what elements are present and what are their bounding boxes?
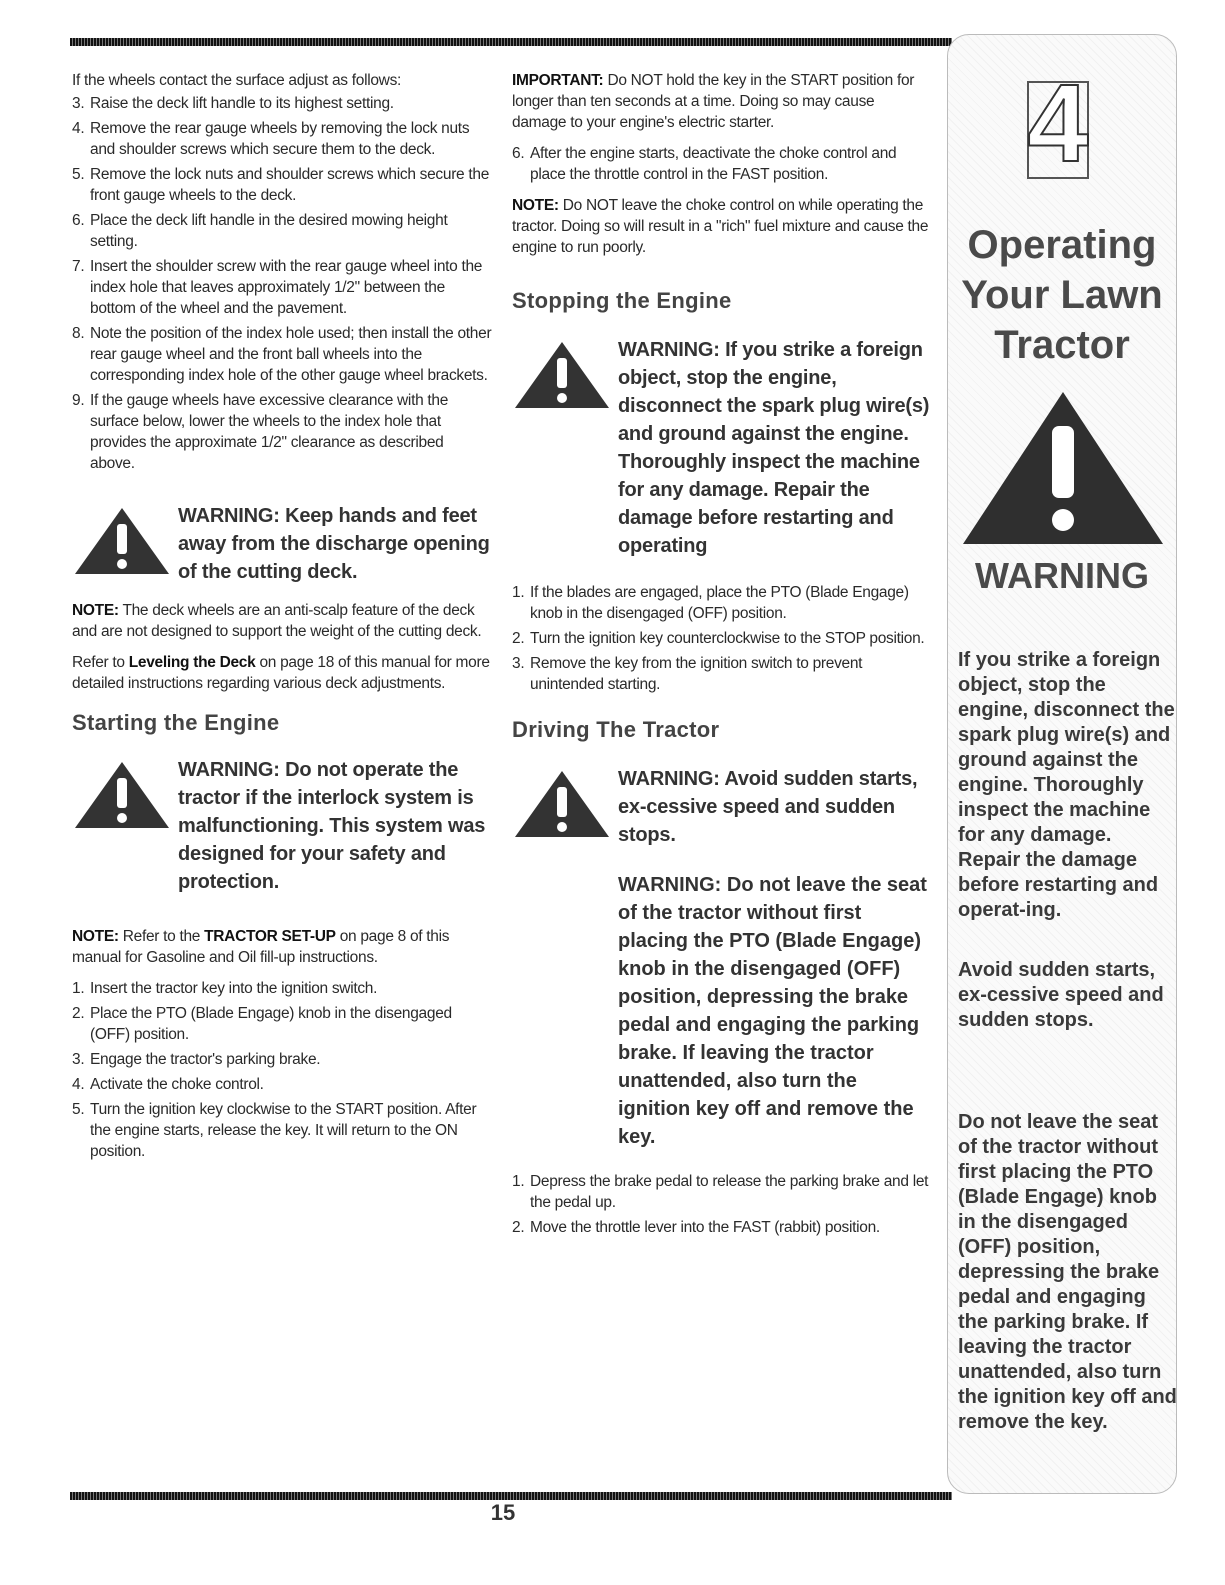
- list-text: Turn the ignition key clockwise to the START position. After the engine starts, release the key. It will return to the ON position.: [90, 1101, 477, 1160]
- list-text: Depress the brake pedal to release the parking brake and let the pedal up.: [530, 1173, 929, 1211]
- note-label: NOTE:: [72, 602, 119, 619]
- warning-text: WARNING: Avoid sudden starts, ex-cessive speed and sudden stops.: [618, 768, 918, 846]
- bottom-rule: [70, 1492, 952, 1500]
- refer-text-a: Refer to: [72, 654, 129, 671]
- warning-triangle-icon: [512, 340, 612, 415]
- chapter-title-line-2: Your Lawn: [961, 273, 1163, 317]
- list-number: 4.: [72, 120, 85, 137]
- sidebar-warning-label: WARNING: [975, 555, 1149, 596]
- chapter-title-line-3: Tractor: [994, 323, 1130, 367]
- note-text-a: Refer to the: [118, 928, 205, 945]
- list-item: [72, 978, 492, 999]
- list-text: Move the throttle lever into the FAST (rabbit) position.: [530, 1219, 880, 1236]
- list-text: Turn the ignition key counterclockwise to the STOP position.: [530, 630, 925, 647]
- list-item: [72, 164, 492, 206]
- list-number: 5.: [72, 166, 85, 183]
- list-text: If the gauge wheels have excessive clearance with the surface below, lower the wheels to the index hole that provides the approximate 1/2" clearance as described above.: [90, 392, 449, 472]
- list-item: [72, 1074, 492, 1095]
- chapter-title-line-1: Operating: [967, 223, 1157, 267]
- sidebar-warning-foreign-object: If you strike a foreign object, stop the engine, disconnect the spark plug wire(s) and ground against the engine. Thoroughly inspect the machine for any damage. Repair the damage before restarting and operat-ing.: [958, 649, 1175, 921]
- list-text: Raise the deck lift handle to its highest setting.: [90, 95, 394, 112]
- driving-steps-list: [512, 1171, 932, 1238]
- warning-interlock: [72, 756, 492, 896]
- list-item: [512, 1171, 932, 1213]
- note-bold: TRACTOR SET-UP: [204, 928, 336, 945]
- list-item: [72, 1003, 492, 1045]
- sidebar-warning-sudden-starts: Avoid sudden starts, ex-cessive speed and sudden stops.: [958, 959, 1164, 1031]
- list-text: Remove the key from the ignition switch to prevent unintended starting.: [530, 655, 863, 693]
- section-title-driving: Driving The Tractor: [512, 717, 720, 742]
- warning-text: WARNING: Do not operate the tractor if the interlock system is malfunctioning. This system was designed for your safety and protection.: [178, 759, 486, 893]
- note-text: Do NOT leave the choke control on while operating the tractor. Doing so will result in a "rich" fuel mixture and cause the engine to run poorly.: [512, 197, 929, 256]
- list-text: Engage the tractor's parking brake.: [90, 1051, 321, 1068]
- list-item: [72, 210, 492, 252]
- list-item: [72, 1099, 492, 1162]
- starting-steps-list: [72, 978, 492, 1162]
- list-item: [72, 390, 492, 474]
- refer-leveling: [72, 652, 492, 694]
- stopping-steps-list: [512, 582, 932, 695]
- warning-sudden-starts: [512, 765, 932, 849]
- list-number: 1.: [512, 584, 525, 601]
- warning-text: WARNING: If you strike a foreign object, stop the engine, disconnect the spark plug wire(s) and ground against the engine. Thoroughly inspect the machine for any damage. Repair the damage before restarting and operating: [618, 339, 930, 557]
- section-title-stopping: Stopping the Engine: [512, 288, 732, 313]
- list-number: 3.: [72, 1051, 85, 1068]
- list-number: 3.: [72, 95, 85, 112]
- list-number: 2.: [512, 630, 525, 647]
- list-text: Place the deck lift handle in the desired mowing height setting.: [90, 212, 448, 250]
- step-6-list: [512, 143, 932, 185]
- warning-foreign-object: [512, 336, 932, 560]
- page-number: 15: [490, 1500, 516, 1525]
- section-title-starting: Starting the Engine: [72, 710, 280, 735]
- list-number: 2.: [72, 1005, 85, 1022]
- note-label: NOTE:: [512, 197, 559, 214]
- list-item: [72, 256, 492, 319]
- list-number: 4.: [72, 1076, 85, 1093]
- list-number: 7.: [72, 258, 85, 275]
- warning-triangle-icon: [958, 388, 1168, 548]
- sidebar-warning-seat: Do not leave the seat of the tractor without first placing the PTO (Blade Engage) knob in the disengaged (OFF) position, depressing the brake pedal and engaging the parking brake. If leaving the tractor unattended, also turn the ignition key off and remove the key.: [958, 1111, 1177, 1433]
- list-item: [512, 653, 932, 695]
- top-rule: [70, 38, 952, 46]
- list-item: [72, 93, 492, 114]
- list-item: 6. After the engine starts, deactivate the choke control and place the throttle control in the FAST position.: [512, 145, 897, 183]
- list-text: Note the position of the index hole used; then install the other rear gauge wheel and the front ball wheels into the corresponding index hole of the other gauge wheel brackets.: [90, 325, 492, 384]
- list-item: [512, 628, 932, 649]
- list-number: 2.: [512, 1219, 525, 1236]
- left-column: [72, 70, 492, 1166]
- list-text: Remove the rear gauge wheels by removing the lock nuts and shoulder screws which secure them to the deck.: [90, 120, 470, 158]
- note-text-b: on page 8 of this manual for Gasoline and Oil fill-up instructions.: [72, 928, 450, 966]
- list-text: Remove the lock nuts and shoulder screws which secure the front gauge wheels to the deck.: [90, 166, 490, 204]
- list-item: [72, 1049, 492, 1070]
- warning-triangle-icon: [72, 506, 172, 581]
- list-number: 1.: [72, 980, 85, 997]
- warning-hands-feet: [72, 502, 492, 586]
- list-item: [512, 1217, 932, 1238]
- warning-text: WARNING: Keep hands and feet away from the discharge opening of the cutting deck.: [178, 505, 490, 583]
- note-choke: [512, 195, 932, 258]
- important-label: IMPORTANT:: [512, 72, 604, 89]
- list-item: [72, 323, 492, 386]
- list-text: Activate the choke control.: [90, 1076, 264, 1093]
- refer-bold: Leveling the Deck: [128, 654, 256, 671]
- list-number: 1.: [512, 1173, 525, 1190]
- list-number: 3.: [512, 655, 525, 672]
- list-number: 6.: [72, 212, 85, 229]
- list-text: Insert the tractor key into the ignition switch.: [90, 980, 378, 997]
- warning-triangle-icon: [72, 760, 172, 835]
- refer-text-b: on page 18 of this manual for more detailed instructions regarding various deck adjustments.: [72, 654, 490, 692]
- important-text: Do NOT hold the key in the START position for longer than ten seconds at a time. Doing so may cause damage to your engine's electric starter.: [512, 72, 915, 131]
- warning-seat: WARNING: Do not leave the seat of the tractor without first placing the PTO (Blade Engage) knob in the disengaged (OFF) position, depressing the brake pedal and engaging the parking brake. If leaving the tractor unattended, also turn the ignition key off and remove the key.: [618, 874, 927, 1148]
- note-label: NOTE:: [72, 928, 119, 945]
- list-text: Place the PTO (Blade Engage) knob in the disengaged (OFF) position.: [90, 1005, 452, 1043]
- warning-triangle-icon: [512, 769, 612, 844]
- note-anti-scalp: [72, 600, 492, 642]
- list-item: [72, 118, 492, 160]
- adjust-steps-list: [72, 93, 492, 474]
- intro-text: If the wheels contact the surface adjust as follows:: [72, 72, 402, 89]
- chapter-number: 4: [1027, 62, 1089, 185]
- list-text: Insert the shoulder screw with the rear gauge wheel into the index hole that leaves approximately 1/2" between the bottom of the wheel and the pavement.: [90, 258, 483, 317]
- list-item: [512, 582, 932, 624]
- list-number: 8.: [72, 325, 85, 342]
- note-text: The deck wheels are an anti-scalp feature of the deck and are not designed to support the weight of the cutting deck.: [72, 602, 482, 640]
- important-note: [512, 70, 932, 133]
- list-text: If the blades are engaged, place the PTO (Blade Engage) knob in the disengaged (OFF) position.: [530, 584, 909, 622]
- list-number: 5.: [72, 1101, 85, 1118]
- note-setup: [72, 926, 492, 968]
- middle-column: [512, 70, 932, 1242]
- list-number: 9.: [72, 392, 85, 409]
